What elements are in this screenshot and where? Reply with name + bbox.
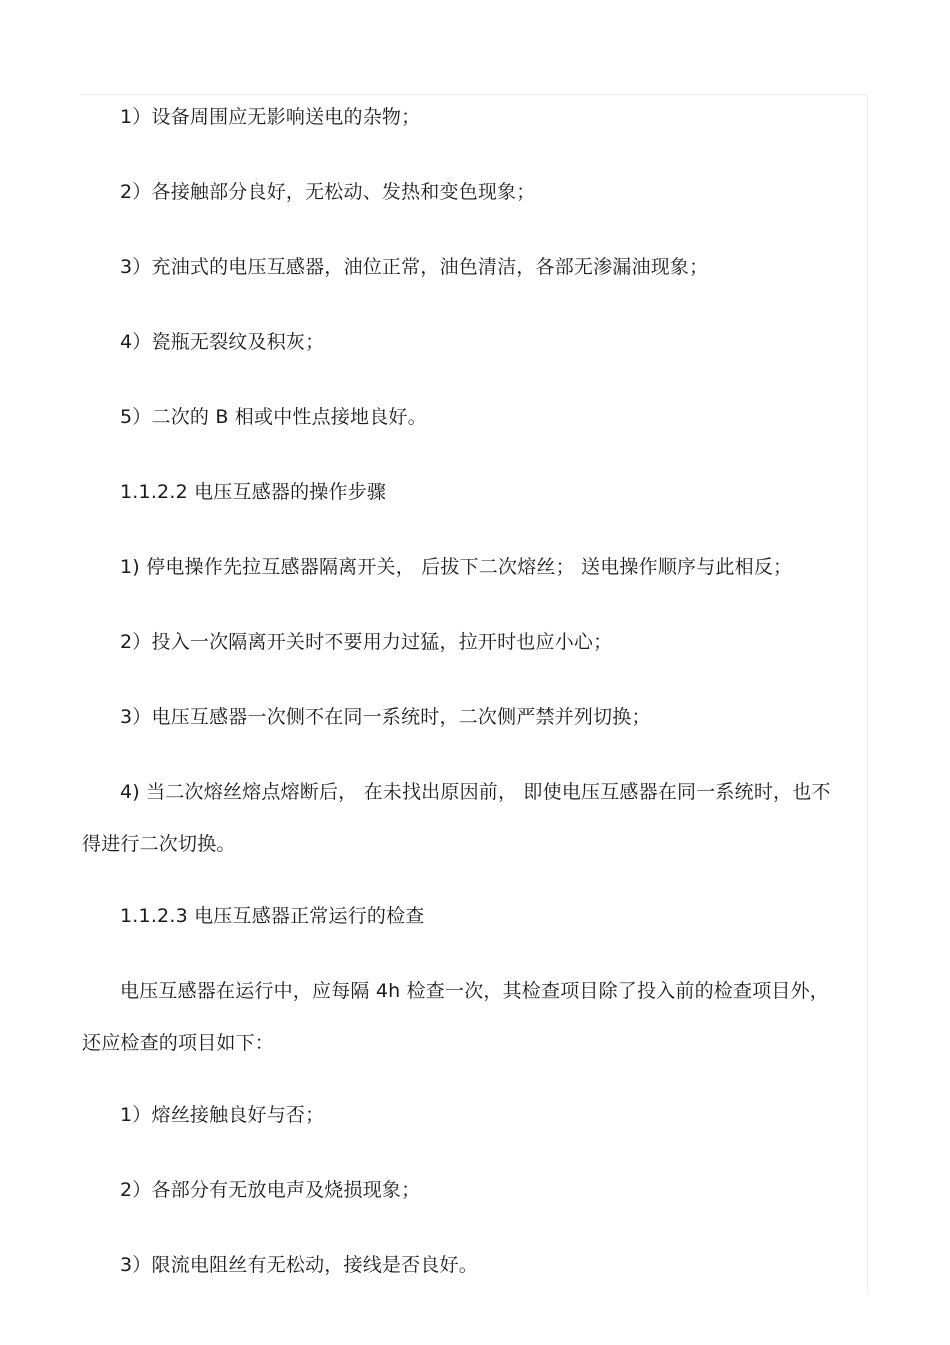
list-item-operation-4: 4) 当二次熔丝熔点熔断后， 在未找出原因前， 即使电压互感器在同一系统时，也不得进行二次切换。 [82,781,831,855]
paragraph-inspection-intro: 电压互感器在运行中，应每隔 4h 检查一次，其检查项目除了投入前的检查项目外，还应检查的项目如下： [82,980,830,1054]
list-item-pre-check-4: 4）瓷瓶无裂纹及积灰； [120,331,325,353]
list-item-inspection-3: 3）限流电阻丝有无松动，接线是否良好。 [120,1254,478,1276]
list-item-pre-check-1: 1）设备周围应无影响送电的杂物； [120,106,421,128]
list-item-operation-1: 1) 停电操作先拉互感器隔离开关， 后拔下二次熔丝； 送电操作顺序与此相反； [120,556,793,578]
section-heading-1-1-2-3: 1.1.2.3 电压互感器正常运行的检查 [120,905,425,927]
list-item-inspection-1: 1）熔丝接触良好与否； [120,1104,325,1126]
list-item-operation-3: 3）电压互感器一次侧不在同一系统时，二次侧严禁并列切换； [120,706,651,728]
section-heading-1-1-2-2: 1.1.2.2 电压互感器的操作步骤 [120,481,387,503]
list-item-pre-check-3: 3）充油式的电压互感器，油位正常，油色清洁，各部无渗漏油现象； [120,256,709,278]
list-item-pre-check-5: 5）二次的 B 相或中性点接地良好。 [120,406,427,428]
list-item-pre-check-2: 2）各接触部分良好，无松动、发热和变色现象； [120,181,536,203]
list-item-operation-2: 2）投入一次隔离开关时不要用力过猛，拉开时也应小心； [120,631,613,653]
list-item-inspection-2: 2）各部分有无放电声及烧损现象； [120,1179,421,1201]
